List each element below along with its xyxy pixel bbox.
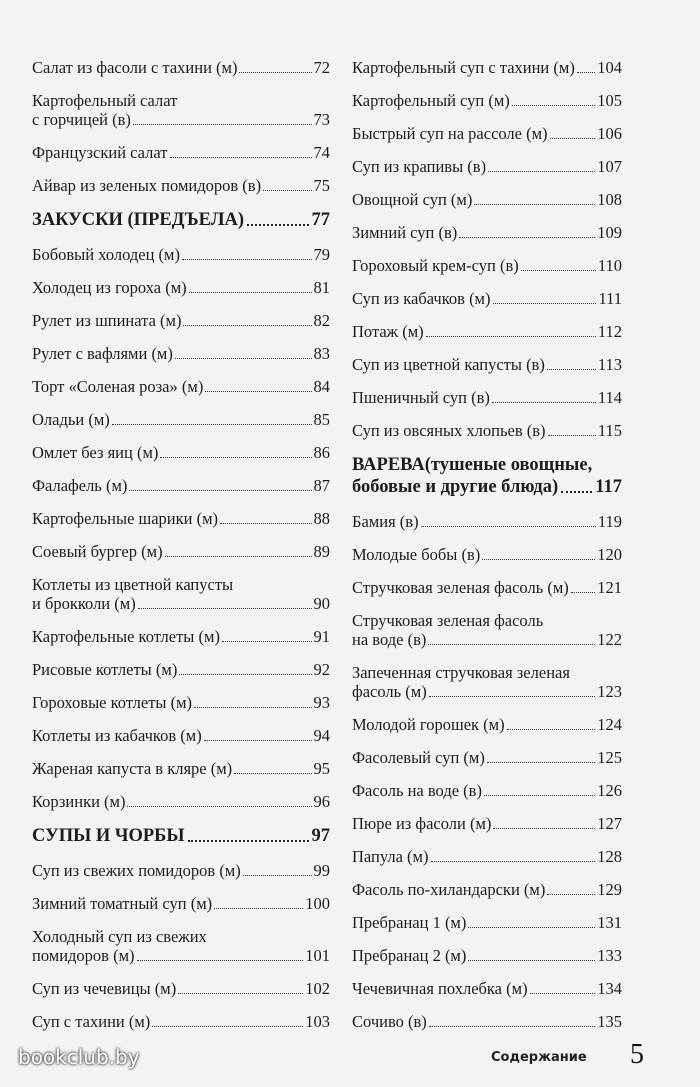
toc-page-number: 106 xyxy=(597,124,622,143)
toc-entry-title: Гороховые котлеты (м) xyxy=(32,693,193,712)
toc-entry xyxy=(352,578,622,597)
dot-leader xyxy=(429,696,596,697)
dot-leader xyxy=(182,259,312,260)
toc-entry xyxy=(32,542,330,561)
toc-entry-title: Фасоль по-хиландарски (м) xyxy=(352,880,546,899)
dot-leader xyxy=(138,608,312,609)
toc-entry-line xyxy=(32,594,330,613)
toc-section-heading xyxy=(352,454,622,498)
toc-entry-title: Суп из чечевицы (м) xyxy=(32,979,177,998)
toc-page-number: 82 xyxy=(313,311,330,330)
toc-page-number: 79 xyxy=(313,245,330,264)
toc-page-number: 84 xyxy=(313,377,330,396)
toc-entry-title: и брокколи (м) xyxy=(32,594,136,613)
toc-page-number: 103 xyxy=(305,1012,330,1031)
toc-entry-title: Суп из крапивы (в) xyxy=(352,157,487,176)
toc-entry-title: Суп с тахини (м) xyxy=(32,1012,151,1031)
toc-entry-title-line1: ВАРЕВА(тушеные овощные, xyxy=(352,455,593,475)
running-footer-label: Содержание xyxy=(491,1050,587,1065)
toc-entry xyxy=(352,611,622,649)
toc-entry xyxy=(32,509,330,528)
toc-entry-title: бобовые и другие блюда) xyxy=(352,477,559,497)
toc-entry-title: Гороховый крем-суп (в) xyxy=(352,256,519,275)
toc-entry-title: Рулет с вафлями (м) xyxy=(32,344,173,363)
toc-page-number: 93 xyxy=(313,693,330,712)
watermark: bookclub.by xyxy=(18,1045,140,1069)
dot-leader xyxy=(487,762,595,763)
toc-entry-title: Суп из цветной капусты (в) xyxy=(352,355,545,374)
toc-page-number: 129 xyxy=(597,880,622,899)
dot-leader xyxy=(459,237,595,238)
toc-entry xyxy=(32,894,330,913)
toc-entry-title: Жареная капуста в кляре (м) xyxy=(32,759,233,778)
toc-entry xyxy=(352,322,622,341)
toc-entry-line xyxy=(32,110,330,129)
toc-entry xyxy=(32,660,330,679)
toc-page-number: 81 xyxy=(313,278,330,297)
dot-leader xyxy=(429,1026,595,1027)
toc-page-number: 114 xyxy=(597,388,622,407)
toc-entry xyxy=(32,792,330,811)
dot-leader xyxy=(214,908,303,909)
toc-page-number: 131 xyxy=(597,913,622,932)
toc-page-number: 122 xyxy=(597,630,622,649)
toc-entry-title: Торт «Соленая роза» (м) xyxy=(32,377,204,396)
dot-leader xyxy=(160,457,311,458)
toc-entry-title: Рисовые котлеты (м) xyxy=(32,660,178,679)
dot-leader xyxy=(234,773,311,774)
dot-leader xyxy=(189,292,312,293)
toc-page-number: 89 xyxy=(313,542,330,561)
dot-leader xyxy=(152,1026,303,1027)
toc-page-number: 74 xyxy=(313,143,330,162)
toc-entry-title: Фалафель (м) xyxy=(32,476,128,495)
toc-page-number: 121 xyxy=(597,578,622,597)
toc-page-number: 86 xyxy=(313,443,330,462)
toc-section-heading xyxy=(32,209,330,231)
toc-page-number: 125 xyxy=(597,748,622,767)
dot-leader xyxy=(194,707,311,708)
toc-page-number: 96 xyxy=(313,792,330,811)
toc-entry xyxy=(32,627,330,646)
dot-leader xyxy=(521,270,596,271)
toc-entry-title: Холодец из гороха (м) xyxy=(32,278,187,297)
dot-leader xyxy=(170,157,312,158)
toc-entry-title-line1: Котлеты из цветной капусты xyxy=(32,575,234,594)
toc-entry-line xyxy=(352,630,622,649)
dot-leader xyxy=(188,840,309,842)
toc-page-number: 123 xyxy=(597,682,622,701)
page-number: 5 xyxy=(630,1039,644,1070)
toc-entry xyxy=(32,377,330,396)
toc-entry-title: Пшеничный суп (в) xyxy=(352,388,490,407)
toc-entry-title: Молодые бобы (в) xyxy=(352,545,481,564)
toc-entry-title: СУПЫ И ЧОРБЫ xyxy=(32,826,185,846)
toc-page-number: 120 xyxy=(597,545,622,564)
toc-entry-title: Сочиво (в) xyxy=(352,1012,427,1031)
toc-entry xyxy=(32,91,330,129)
toc-entry-title: Суп из овсяных хлопьев (в) xyxy=(352,421,546,440)
toc-entry xyxy=(32,143,330,162)
toc-entry-title: помидоров (м) xyxy=(32,946,135,965)
toc-entry xyxy=(32,861,330,880)
toc-page-number: 92 xyxy=(313,660,330,679)
toc-entry-title: на воде (в) xyxy=(352,630,427,649)
toc-page-number: 135 xyxy=(597,1012,622,1031)
dot-leader xyxy=(493,828,595,829)
toc-page-number: 99 xyxy=(313,861,330,880)
toc-page-number: 85 xyxy=(313,410,330,429)
toc-entry xyxy=(32,245,330,264)
dot-leader xyxy=(247,224,308,226)
toc-page-number: 134 xyxy=(597,979,622,998)
toc-page-number: 72 xyxy=(313,58,330,77)
toc-page-number: 133 xyxy=(597,946,622,965)
toc-page-number: 97 xyxy=(311,826,330,846)
dot-leader xyxy=(178,993,303,994)
toc-entry xyxy=(352,289,622,308)
toc-entry xyxy=(32,726,330,745)
toc-page-number: 90 xyxy=(313,594,330,613)
toc-entry xyxy=(352,814,622,833)
toc-column-left xyxy=(32,58,330,1045)
toc-entry xyxy=(32,311,330,330)
toc-entry-title: Бобовый холодец (м) xyxy=(32,245,180,264)
toc-page-number: 109 xyxy=(597,223,622,242)
toc-page-number: 77 xyxy=(311,210,330,230)
toc-entry xyxy=(32,927,330,965)
toc-entry-title: фасоль (м) xyxy=(352,682,427,701)
toc-page-number: 124 xyxy=(597,715,622,734)
toc-entry-title: Чечевичная похлебка (м) xyxy=(352,979,528,998)
toc-page-number: 95 xyxy=(313,759,330,778)
toc-entry xyxy=(352,388,622,407)
toc-entry xyxy=(32,693,330,712)
dot-leader xyxy=(488,171,595,172)
dot-leader xyxy=(426,336,596,337)
toc-page-number: 126 xyxy=(597,781,622,800)
toc-entry-title: Соевый бургер (м) xyxy=(32,542,163,561)
dot-leader xyxy=(431,861,596,862)
toc-page-number: 110 xyxy=(597,256,622,275)
toc-entry xyxy=(32,58,330,77)
toc-entry-title-line1: Стручковая зеленая фасоль xyxy=(352,611,544,630)
toc-page-number: 104 xyxy=(597,58,622,77)
toc-entry xyxy=(32,176,330,195)
toc-page-number: 115 xyxy=(597,421,622,440)
toc-entry xyxy=(352,223,622,242)
dot-leader xyxy=(179,674,311,675)
toc-entry-title: Корзинки (м) xyxy=(32,792,126,811)
dot-leader xyxy=(512,105,595,106)
toc-entry xyxy=(352,748,622,767)
toc-entry-title: Пюре из фасоли (м) xyxy=(352,814,492,833)
toc-entry xyxy=(352,1012,622,1031)
dot-leader xyxy=(222,641,312,642)
dot-leader xyxy=(428,644,595,645)
toc-entry-title: ЗАКУСКИ (ПРЕДЪЕЛА) xyxy=(32,210,245,230)
dot-leader xyxy=(547,369,596,370)
toc-entry-line xyxy=(352,476,622,498)
toc-entry xyxy=(352,124,622,143)
dot-leader xyxy=(547,894,595,895)
toc-entry-title: Фасоль на воде (в) xyxy=(352,781,482,800)
toc-entry-title: Зимний суп (в) xyxy=(352,223,458,242)
toc-entry-title: Котлеты из кабачков (м) xyxy=(32,726,202,745)
toc-entry-title: Картофельные шарики (м) xyxy=(32,509,219,528)
toc-entry-title: Айвар из зеленых помидоров (в) xyxy=(32,176,262,195)
dot-leader xyxy=(577,72,595,73)
dot-leader xyxy=(484,795,595,796)
toc-entry xyxy=(352,58,622,77)
dot-leader xyxy=(175,358,312,359)
toc-entry xyxy=(352,545,622,564)
toc-entry-title: Салат из фасоли с тахини (м) xyxy=(32,58,238,77)
dot-leader xyxy=(220,523,311,524)
toc-entry-title: Бамия (в) xyxy=(352,512,419,531)
toc-page-number: 113 xyxy=(597,355,622,374)
toc-column-right xyxy=(352,58,622,1045)
dot-leader xyxy=(204,740,312,741)
dot-leader xyxy=(127,806,311,807)
dot-leader xyxy=(263,190,311,191)
toc-entry-title: Папула (м) xyxy=(352,847,429,866)
dot-leader xyxy=(507,729,596,730)
toc-page-number: 119 xyxy=(597,512,622,531)
toc-page-number: 107 xyxy=(597,157,622,176)
toc-entry xyxy=(352,979,622,998)
dot-leader xyxy=(474,204,595,205)
toc-entry xyxy=(352,847,622,866)
toc-entry-title: Зимний томатный суп (м) xyxy=(32,894,213,913)
dot-leader xyxy=(133,124,312,125)
toc-entry xyxy=(32,759,330,778)
toc-entry-title: Стручковая зеленая фасоль (м) xyxy=(352,578,569,597)
toc-entry-line xyxy=(32,946,330,965)
dot-leader xyxy=(468,927,595,928)
toc-page-number: 75 xyxy=(313,176,330,195)
dot-leader xyxy=(243,875,312,876)
toc-entry xyxy=(32,476,330,495)
dot-leader xyxy=(112,424,312,425)
toc-page-number: 91 xyxy=(313,627,330,646)
toc-entry xyxy=(352,663,622,701)
toc-entry xyxy=(352,512,622,531)
toc-entry xyxy=(352,355,622,374)
toc-page-number: 94 xyxy=(313,726,330,745)
toc-entry xyxy=(32,979,330,998)
toc-entry xyxy=(32,1012,330,1031)
dot-leader xyxy=(561,491,592,493)
toc-entry xyxy=(352,715,622,734)
dot-leader xyxy=(548,435,596,436)
dot-leader xyxy=(165,556,312,557)
toc-entry-title: Картофельные котлеты (м) xyxy=(32,627,220,646)
dot-leader xyxy=(137,960,304,961)
toc-entry xyxy=(32,443,330,462)
toc-entry xyxy=(32,278,330,297)
toc-section-heading xyxy=(32,825,330,847)
toc-entry xyxy=(352,880,622,899)
dot-leader xyxy=(468,960,595,961)
dot-leader xyxy=(492,402,596,403)
toc-entry-title: Потаж (м) xyxy=(352,322,424,341)
dot-leader xyxy=(571,592,595,593)
toc-page-number: 73 xyxy=(313,110,330,129)
toc-entry-title-line1: Холодный суп из свежих xyxy=(32,927,207,946)
toc-page-number: 101 xyxy=(305,946,330,965)
toc-page-number: 117 xyxy=(595,477,622,497)
toc-page-number: 105 xyxy=(597,91,622,110)
toc-entry-title: Рулет из шпината (м) xyxy=(32,311,182,330)
toc-page-number: 111 xyxy=(598,289,622,308)
dot-leader xyxy=(183,325,311,326)
dot-leader xyxy=(239,72,311,73)
toc-page-number: 127 xyxy=(597,814,622,833)
toc-entry-title: Французский салат xyxy=(32,143,168,162)
toc-entry-title: Картофельный суп (м) xyxy=(352,91,510,110)
toc-entry xyxy=(32,575,330,613)
toc-page-number: 88 xyxy=(313,509,330,528)
toc-page-number: 102 xyxy=(305,979,330,998)
toc-entry xyxy=(352,946,622,965)
toc-entry-title-line1: Запеченная стручковая зеленая xyxy=(352,663,570,682)
toc-entry xyxy=(352,781,622,800)
toc-entry xyxy=(352,421,622,440)
toc-entry-title: с горчицей (в) xyxy=(32,110,131,129)
toc-entry xyxy=(352,91,622,110)
dot-leader xyxy=(205,391,311,392)
toc-page-number: 87 xyxy=(313,476,330,495)
toc-entry-title: Суп из кабачков (м) xyxy=(352,289,491,308)
toc-entry xyxy=(352,913,622,932)
toc-entry-title: Молодой горошек (м) xyxy=(352,715,505,734)
toc-entry-title: Фасолевый суп (м) xyxy=(352,748,485,767)
toc-entry xyxy=(352,190,622,209)
toc-entry-title: Суп из свежих помидоров (м) xyxy=(32,861,241,880)
dot-leader xyxy=(129,490,311,491)
toc-entry xyxy=(32,410,330,429)
toc-entry-title: Омлет без яиц (м) xyxy=(32,443,159,462)
dot-leader xyxy=(493,303,597,304)
dot-leader xyxy=(550,138,596,139)
toc-page-number: 112 xyxy=(597,322,622,341)
toc-entry-title: Оладьи (м) xyxy=(32,410,110,429)
toc-page-number: 83 xyxy=(313,344,330,363)
toc-entry-title-line1: Картофельный салат xyxy=(32,91,178,110)
toc-entry xyxy=(352,256,622,275)
toc-entry-title: Быстрый суп на рассоле (м) xyxy=(352,124,548,143)
toc-page-number: 100 xyxy=(305,894,330,913)
dot-leader xyxy=(482,559,595,560)
dot-leader xyxy=(421,526,596,527)
dot-leader xyxy=(530,993,596,994)
toc-entry-title: Картофельный суп с тахини (м) xyxy=(352,58,575,77)
toc-entry-title: Овощной суп (м) xyxy=(352,190,473,209)
toc-entry-line xyxy=(352,682,622,701)
toc-page-number: 108 xyxy=(597,190,622,209)
toc-page-number: 128 xyxy=(597,847,622,866)
toc-entry xyxy=(32,344,330,363)
toc-entry-title: Пребранац 1 (м) xyxy=(352,913,467,932)
toc-entry-title: Пребранац 2 (м) xyxy=(352,946,467,965)
toc-entry xyxy=(352,157,622,176)
